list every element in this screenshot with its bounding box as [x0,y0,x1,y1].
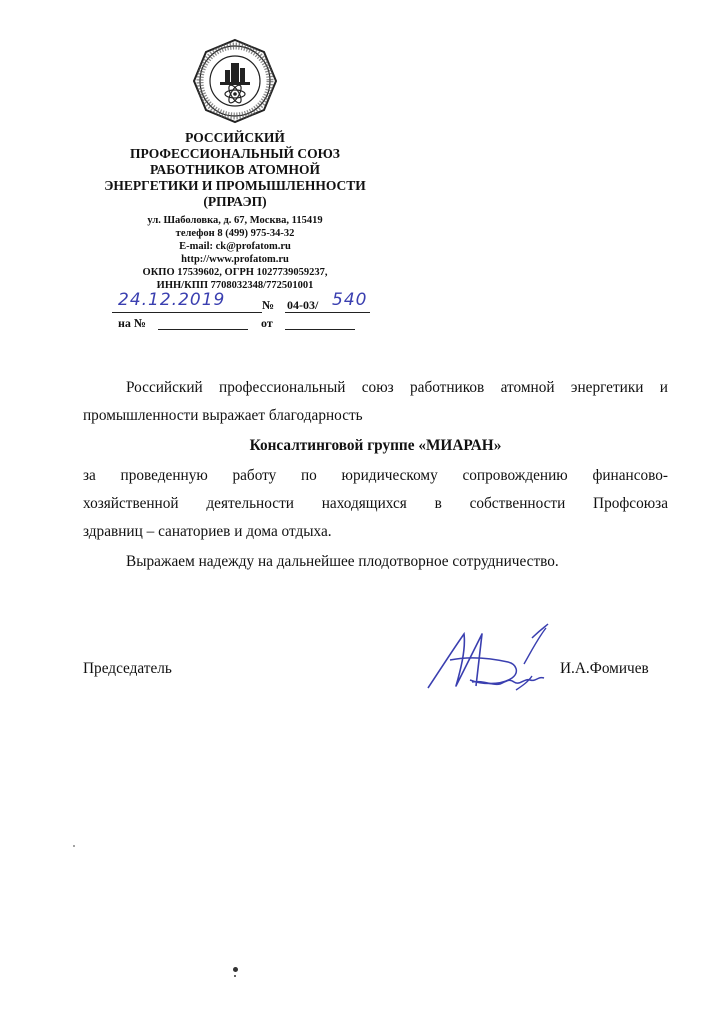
handwritten-date: 24.12.2019 [118,290,226,310]
okpo-ogrn-line: ОКПО 17539602, ОГРН 1027739059237, [142,267,328,278]
signatory-title: Председатель [83,660,172,677]
website-line: http://www.profatom.ru [181,254,289,265]
inn-kpp-line: ИНН/КПП 7708032348/772501001 [156,280,314,291]
signatory-name: И.А.Фомичев [560,660,649,677]
number-underline [285,312,370,313]
gratitude-paragraph: Российский профессиональный союз работников атомной энергетики и промышленности выражает благодарность [83,379,668,424]
scan-speck [234,975,236,977]
org-name-line: ЭНЕРГЕТИКИ И ПРОМЫШЛЕННОСТИ [104,178,366,193]
recipient-name: Консалтинговой группе «МИАРАН» [249,437,502,454]
work-description-line: хозяйственной деятельности находящихся в собственности Профсоюза [83,495,668,512]
ref-number-label: на № [118,316,146,330]
phone-line: телефон 8 (499) 975-34-32 [175,228,295,239]
number-prefix: 04-03/ [287,298,319,312]
address-line: ул. Шаболовка, д. 67, Москва, 115419 [147,215,323,226]
scan-speck [233,967,238,972]
letterhead [90,130,380,292]
closing-paragraph: Выражаем надежду на дальнейшее плодотворное сотрудничество. [126,553,559,570]
org-name-line: РОССИЙСКИЙ [185,130,285,145]
ref-number-blank [158,329,248,330]
handwritten-number: 540 [332,290,368,310]
org-name-line: РАБОТНИКОВ АТОМНОЙ [149,162,321,177]
letter-body [83,374,668,576]
work-description-line: здравниц – санаториев и дома отдыха. [83,523,332,540]
handwritten-signature [420,620,560,700]
work-description-line: за проведенную работу по юридическому сопровождению финансово- [83,467,668,484]
org-name-line: (РПРАЭП) [203,194,267,209]
organization-name [90,130,380,210]
scan-speck [73,845,75,847]
union-emblem-logo [192,38,278,124]
org-name-line: ПРОФЕССИОНАЛЬНЫЙ СОЮЗ [130,146,340,161]
email-line: E-mail: ck@profatom.ru [179,241,291,252]
ref-date-label: от [261,316,273,330]
contact-details [90,214,380,292]
number-label: № [262,298,275,312]
ref-date-blank [285,329,355,330]
date-underline [112,312,262,313]
